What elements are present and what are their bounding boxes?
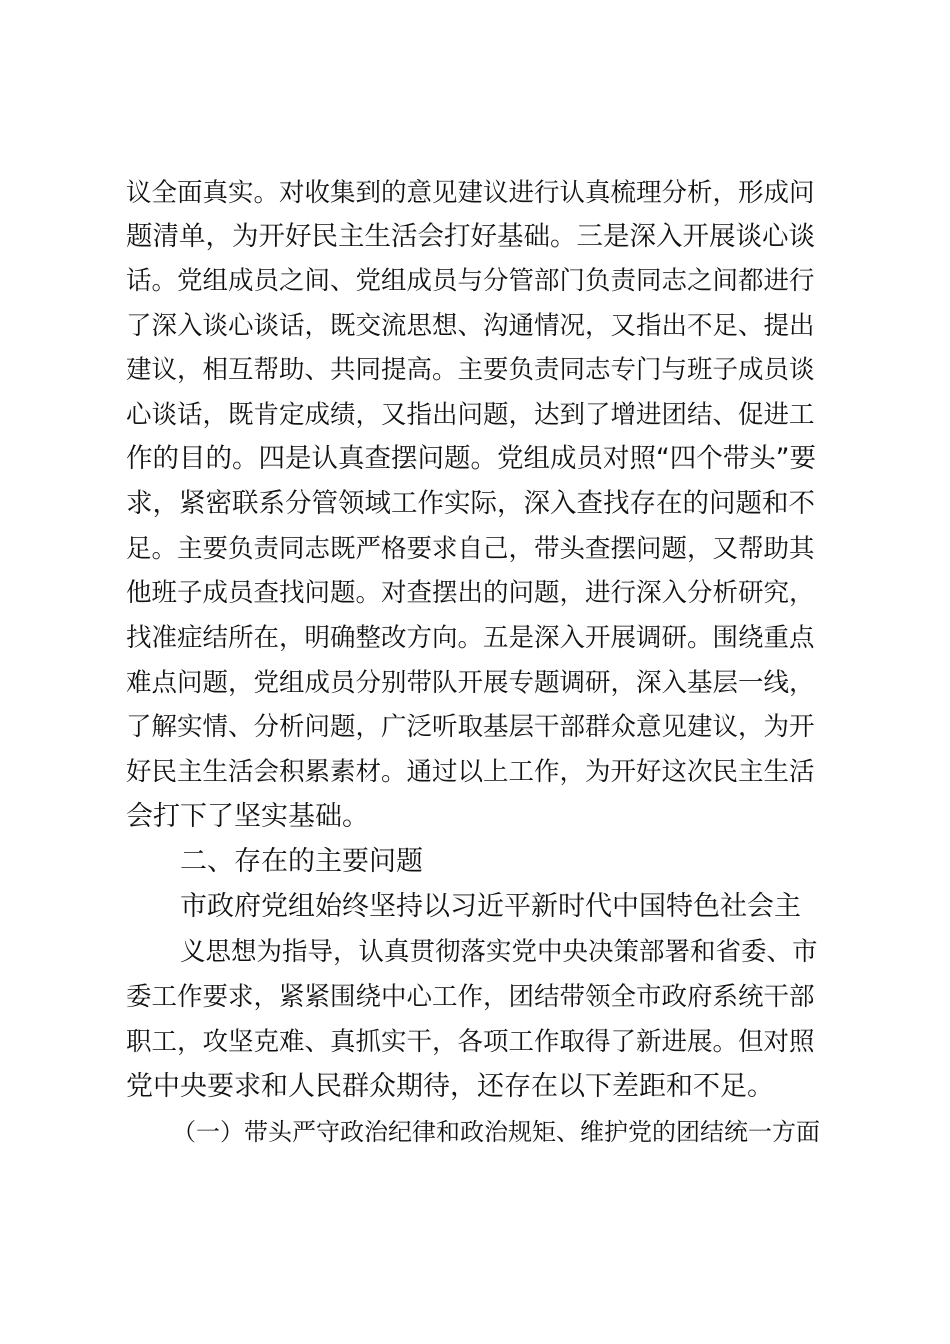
paragraph-line: 委工作要求，紧紧围绕中心工作，团结带领全市政府系统干部 xyxy=(126,982,815,1012)
paragraph-line: 会打下了坚实基础。 xyxy=(126,801,369,832)
paragraph-line: 建议，相互帮助、共同提高。主要负责同志专门与班子成员谈 xyxy=(126,355,815,385)
paragraph-line: 难点问题，党组成员分别带队开展专题调研，深入基层一线， xyxy=(126,668,815,698)
paragraph-line: 找准症结所在，明确整改方向。五是深入开展调研。围绕重点 xyxy=(126,623,815,653)
paragraph-line: 作的目的。四是认真查摆问题。党组成员对照“四个带头”要 xyxy=(126,443,816,474)
paragraph-line: 党中央要求和人民群众期待，还存在以下差距和不足。 xyxy=(126,1071,774,1102)
paragraph-line: 义思想为指导，认真贯彻落实党中央决策部署和省委、市 xyxy=(180,937,818,967)
paragraph-line: 足。主要负责同志既严格要求自己，带头查摆问题，又帮助其 xyxy=(126,534,815,564)
section-heading: 二、存在的主要问题 xyxy=(180,846,423,877)
paragraph-line: 了深入谈心谈话，既交流思想、沟通情况，又指出不足、提出 xyxy=(126,311,815,341)
paragraph-line: 了解实情、分析问题，广泛听取基层干部群众意见建议，为开 xyxy=(126,712,815,742)
paragraph-line: 市政府党组始终坚持以习近平新时代中国特色社会主 xyxy=(180,891,801,922)
paragraph-line: 心谈话，既肯定成绩，又指出问题，达到了增进团结、促进工 xyxy=(126,400,815,430)
paragraph-line: 他班子成员查找问题。对查摆出的问题，进行深入分析研究， xyxy=(126,578,815,608)
paragraph-line: 题清单，为开好民主生活会打好基础。三是深入开展谈心谈 xyxy=(126,221,815,252)
paragraph-line: 求，紧密联系分管领域工作实际，深入查找存在的问题和不 xyxy=(126,488,815,519)
paragraph-line: 职工，攻坚克难、真抓实干，各项工作取得了新进展。但对照 xyxy=(126,1027,815,1057)
paragraph-line: 议全面真实。对收集到的意见建议进行认真梳理分析，形成问 xyxy=(126,178,815,208)
subheading: （一）带头严守政治纪律和政治规矩、维护党的团结统一方面 xyxy=(172,1118,820,1146)
paragraph-line: 话。党组成员之间、党组成员与分管部门负责同志之间都进行 xyxy=(126,266,815,296)
paragraph-line: 好民主生活会积累素材。通过以上工作，为开好这次民主生活 xyxy=(126,757,815,787)
